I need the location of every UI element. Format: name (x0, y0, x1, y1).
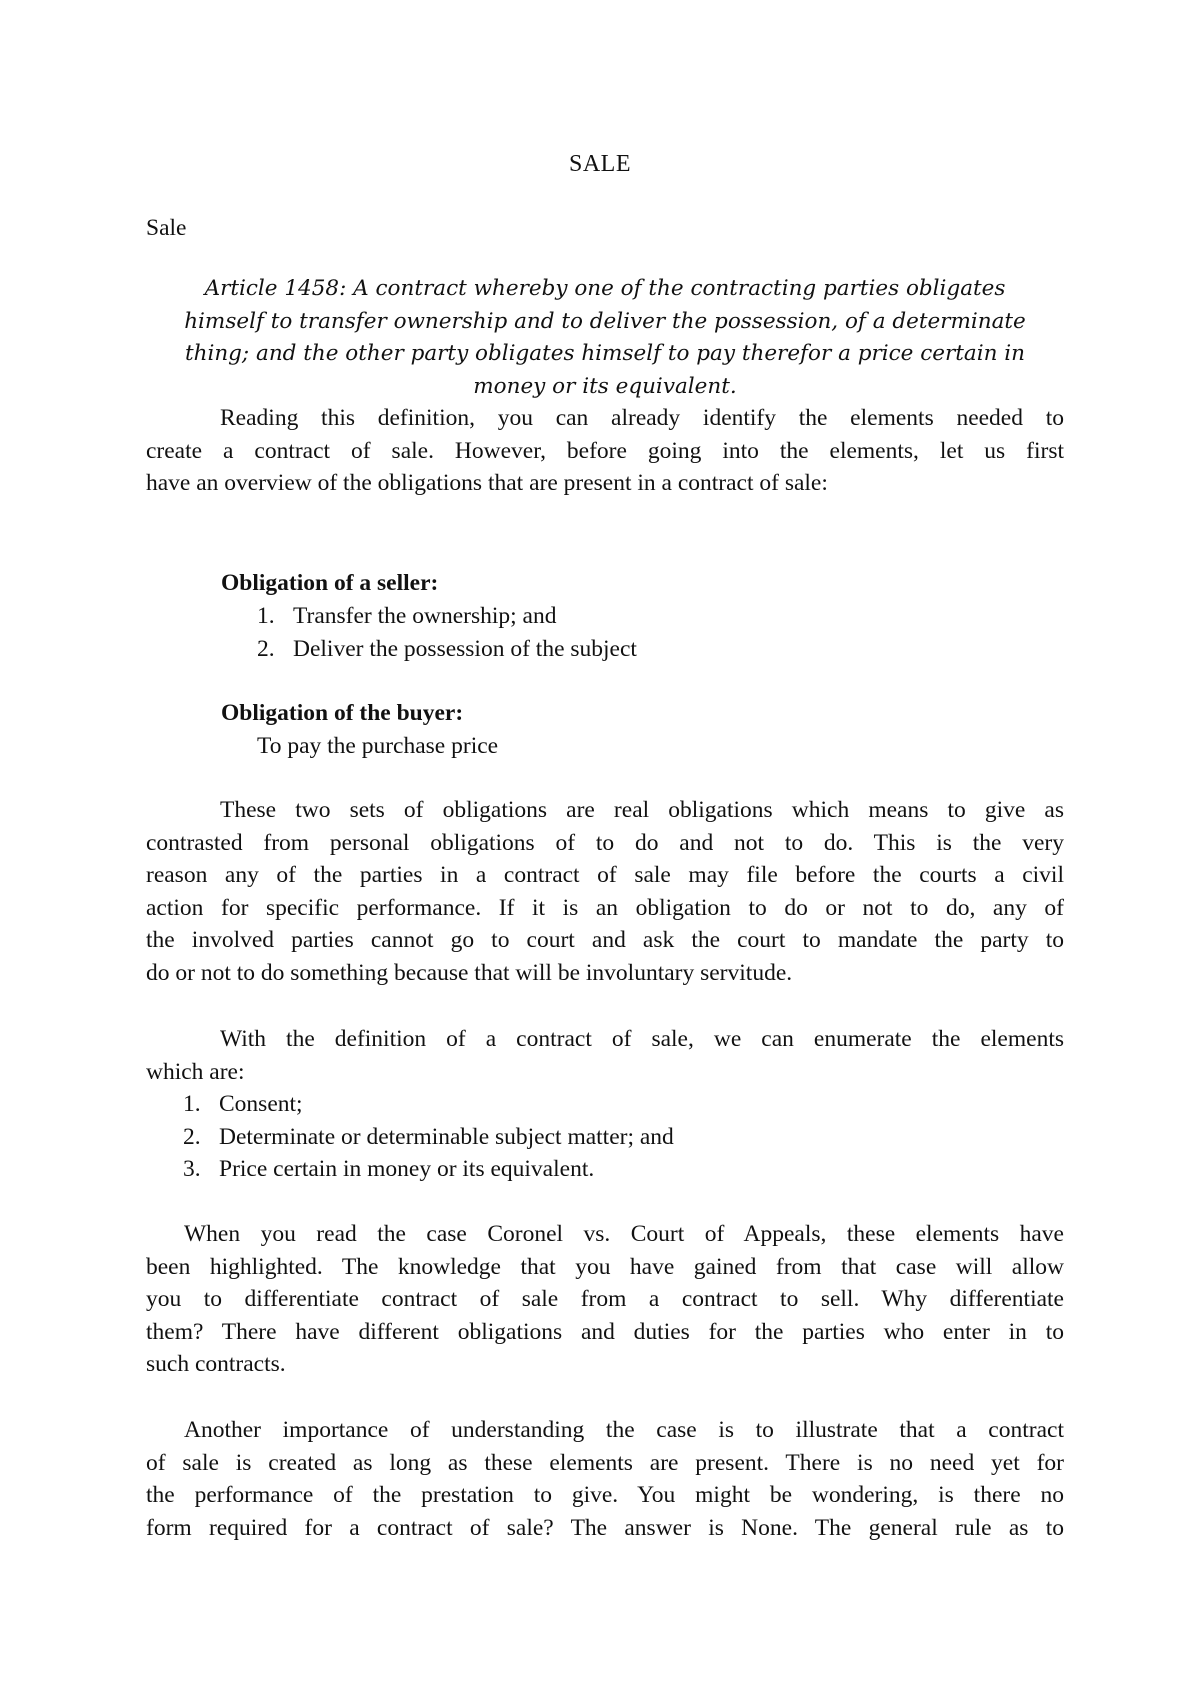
elements-list (183, 1088, 983, 1186)
paragraph-line: When you read the case Coronel vs. Court of Appeals, these elements have (184, 1221, 1064, 1247)
paragraph-line: contrasted from personal obligations of to do and not to do. This is the very (146, 829, 1064, 856)
paragraph-line: These two sets of obligations are real obligations which means to give as (220, 797, 1064, 823)
section-heading: Sale (146, 215, 187, 241)
paragraph-line: form required for a contract of sale? The answer is None. The general rule as to (146, 1514, 1064, 1541)
list-item-text: Determinate or determinable subject matter; and (219, 1123, 674, 1150)
article-line: himself to transfer ownership and to deliver the possession, of a determinate (184, 308, 1026, 334)
buyer-obligation-text: To pay the purchase price (257, 733, 499, 759)
list-number: 1. (257, 603, 275, 629)
paragraph-line: have an overview of the obligations that are present in a contract of sale: (146, 470, 828, 497)
paragraph-line: With the definition of a contract of sale, we can enumerate the elements (220, 1026, 1064, 1052)
paragraph-line: Another importance of understanding the case is to illustrate that a contract (184, 1417, 1064, 1443)
paragraph-elements-intro (146, 1023, 1064, 1088)
document-title: SALE (569, 151, 631, 177)
paragraph-line: which are: (146, 1058, 245, 1085)
paragraph-line: such contracts. (146, 1351, 286, 1378)
paragraph-real-obligations (146, 794, 1064, 990)
list-item (183, 1088, 983, 1121)
list-number: 2. (257, 635, 275, 662)
paragraph-line: the involved parties cannot go to court and ask the court to mandate the party to (146, 927, 1064, 954)
paragraph-line: them? There have different obligations and duties for the parties who enter in to (146, 1318, 1064, 1345)
paragraph-line: create a contract of sale. However, before going into the elements, let us first (146, 437, 1064, 464)
seller-obligation-heading: Obligation of a seller: (221, 570, 439, 596)
list-number: 1. (183, 1091, 201, 1117)
list-item (257, 600, 957, 633)
list-item-text: Consent; (219, 1091, 303, 1117)
list-number: 2. (183, 1123, 201, 1150)
list-item (183, 1121, 983, 1154)
list-number: 3. (183, 1156, 201, 1183)
paragraph-line: of sale is created as long as these elements are present. There is no need yet for (146, 1449, 1064, 1476)
list-item (183, 1153, 983, 1186)
paragraph-line: Reading this definition, you can already identify the elements needed to (220, 405, 1064, 431)
paragraph-line: the performance of the prestation to give. You might be wondering, is there no (146, 1482, 1064, 1509)
seller-obligation-list (257, 600, 957, 665)
article-line: money or its equivalent. (473, 373, 737, 399)
list-item-text: Deliver the possession of the subject (293, 635, 637, 662)
list-item-text: Transfer the ownership; and (293, 603, 557, 629)
list-item (257, 633, 957, 666)
paragraph-line: action for specific performance. If it is an obligation to do or not to do, any of (146, 894, 1064, 921)
paragraph-coronel-case (146, 1218, 1064, 1381)
paragraph-definition (146, 402, 1064, 500)
paragraph-line: reason any of the parties in a contract of sale may file before the courts a civil (146, 862, 1064, 889)
article-line: thing; and the other party obligates himself to pay therefor a price certain in (184, 341, 1026, 367)
article-quote (146, 273, 1064, 403)
paragraph-line: do or not to do something because that will be involuntary servitude. (146, 959, 793, 986)
buyer-obligation-heading: Obligation of the buyer: (221, 700, 464, 726)
list-item-text: Price certain in money or its equivalent. (219, 1156, 595, 1183)
paragraph-line: been highlighted. The knowledge that you have gained from that case will allow (146, 1253, 1064, 1280)
paragraph-importance (146, 1414, 1064, 1544)
article-line: Article 1458: A contract whereby one of the contracting parties obligates (204, 276, 1006, 301)
paragraph-line: you to differentiate contract of sale from a contract to sell. Why differentiate (146, 1286, 1064, 1313)
